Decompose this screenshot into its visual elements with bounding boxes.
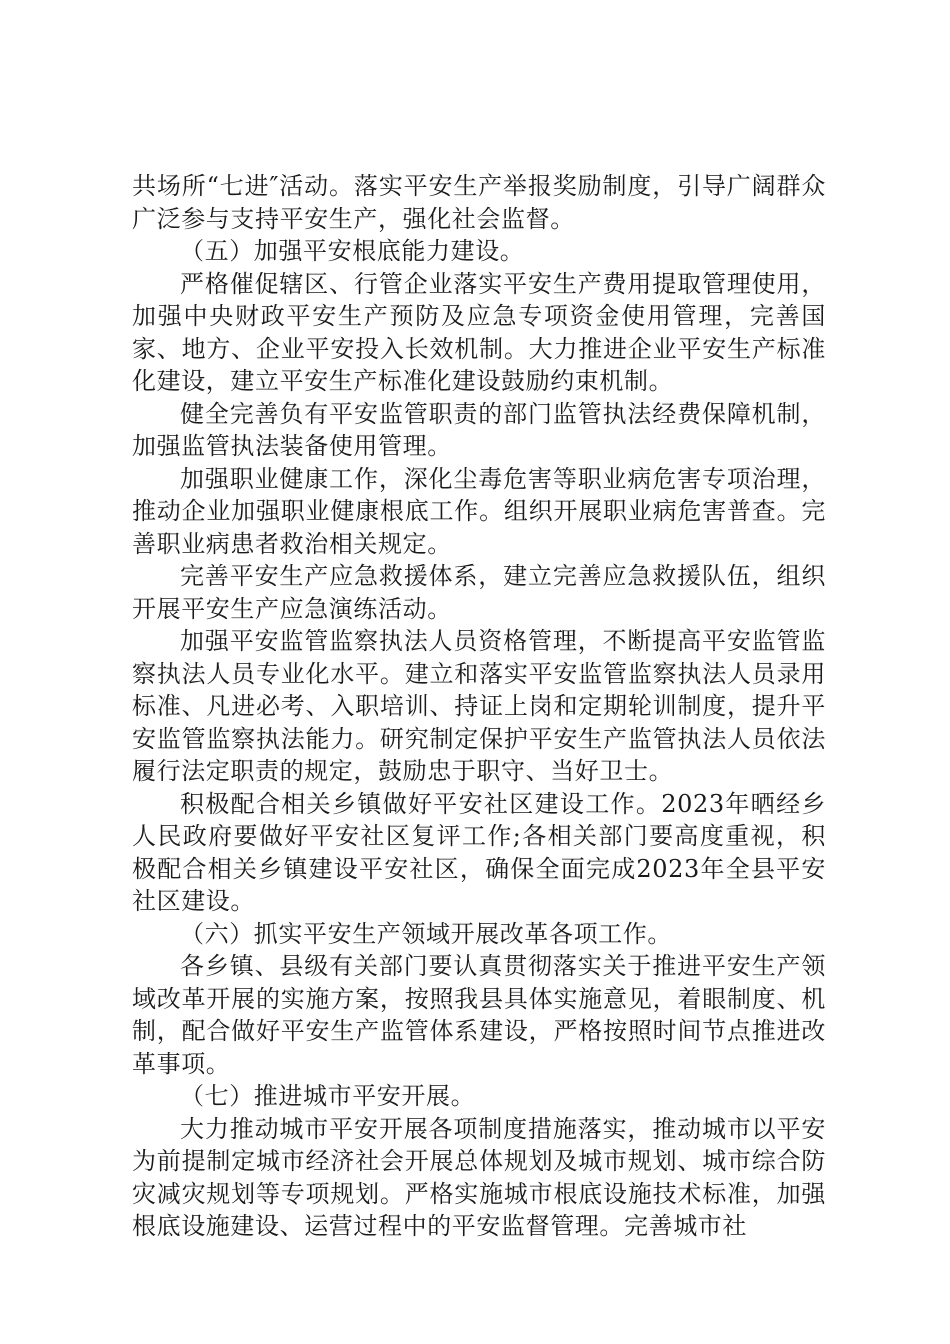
paragraph: 健全完善负有平安监管职责的部门监管执法经费保障机制，加强监管执法装备使用管理。 [132, 399, 826, 460]
document-body [132, 170, 826, 1243]
paragraph: 积极配合相关乡镇做好平安社区建设工作。2023年晒经乡人民政府要做好平安社区复评工作;各相关部门要高度重视，积极配合相关乡镇建设平安社区，确保全面完成2023年全县平安社区建设。 [132, 789, 826, 915]
paragraph: 各乡镇、县级有关部门要认真贯彻落实关于推进平安生产领域改革开展的实施方案，按照我县具体实施意见，着眼制度、机制，配合做好平安生产监管体系建设，严格按照时间节点推进改革事项。 [132, 952, 826, 1078]
section-heading-5: （五）加强平安根底能力建设。 [180, 237, 525, 265]
section-heading-6: （六）抓实平安生产领域开展改革各项工作。 [180, 919, 672, 948]
paragraph: 加强平安监管监察执法人员资格管理，不断提高平安监管监察执法人员专业化水平。建立和落实平安监管监察执法人员录用标准、凡进必考、入职培训、持证上岗和定期轮训制度，提升平安监管监察执法能力。研究制定保护平安生产监管执法人员依法履行法定职责的规定，鼓励忠于职守、当好卫士。 [132, 627, 826, 785]
paragraph: 完善平安生产应急救援体系，建立完善应急救援队伍，组织开展平安生产应急演练活动。 [132, 562, 826, 623]
section-heading-7: （七）推进城市平安开展。 [180, 1082, 476, 1110]
paragraph: 加强职业健康工作，深化尘毒危害等职业病危害专项治理，推动企业加强职业健康根底工作。组织开展职业病危害普查。完善职业病患者救治相关规定。 [132, 464, 826, 558]
paragraph: 严格催促辖区、行管企业落实平安生产费用提取管理使用，加强中央财政平安生产预防及应急专项资金使用管理，完善国家、地方、企业平安投入长效机制。大力推进企业平安生产标准化建设，建立平安生产标准化建设鼓励约束机制。 [132, 269, 826, 395]
paragraph-continuation: 共场所“七进″活动。落实平安生产举报奖励制度，引导广阔群众广泛参与支持平安生产，强化社会监督。 [132, 172, 826, 233]
paragraph: 大力推动城市平安开展各项制度措施落实，推动城市以平安为前提制定城市经济社会开展总体规划及城市规划、城市综合防灾减灾规划等专项规划。严格实施城市根底设施技术标准，加强根底设施建设、运营过程中的平安监督管理。完善城市社 [132, 1114, 826, 1240]
